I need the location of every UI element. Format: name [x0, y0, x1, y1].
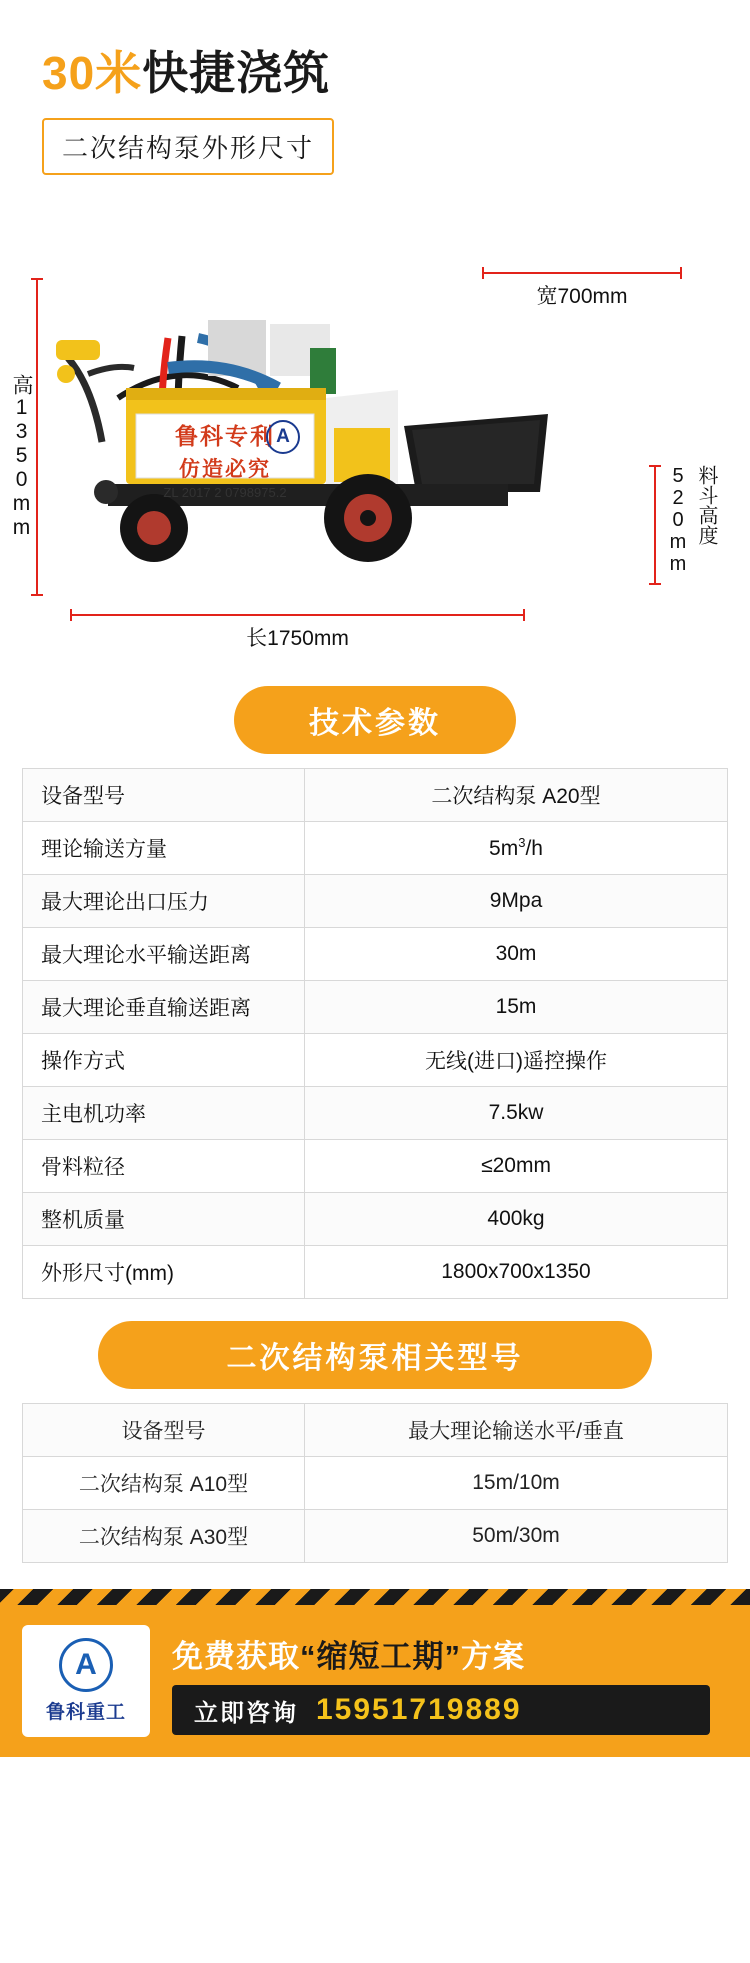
table-row — [23, 1246, 728, 1299]
table-row — [23, 1140, 728, 1193]
spec-value: $5m^3/h$ — [305, 822, 728, 875]
table-row — [23, 1510, 728, 1563]
model-value: 50m/30m — [305, 1510, 728, 1563]
machine-front-view-image — [460, 0, 720, 10]
spec-key: 最大理论水平输送距离 — [23, 928, 305, 981]
table-row — [23, 1034, 728, 1087]
length-dimension-line — [70, 614, 525, 616]
width-dimension-line — [482, 272, 682, 274]
models-header-value: 最大理论输送水平/垂直 — [305, 1404, 728, 1457]
spec-value: 9Mpa — [305, 875, 728, 928]
hopper-height-dimension-line — [654, 465, 656, 585]
hopper-height-dimension — [644, 465, 717, 585]
width-dimension-label: 宽700mm — [536, 285, 628, 308]
page-title-highlight: 30米 — [42, 47, 143, 99]
machine-photo-section — [0, 260, 750, 660]
spec-value: 二次结构泵 A20型 — [305, 769, 728, 822]
table-row — [23, 1087, 728, 1140]
spec-key: 最大理论垂直输送距离 — [23, 981, 305, 1034]
footer-headline-suffix: 方案 — [461, 1639, 525, 1674]
model-value: 15m/10m — [305, 1457, 728, 1510]
models-header-model: 设备型号 — [23, 1404, 305, 1457]
contact-cta-bar[interactable] — [172, 1685, 710, 1735]
spec-value: 15m — [305, 981, 728, 1034]
footer-headline-emphasis: “缩短工期” — [300, 1639, 461, 1674]
footer-headline — [172, 1631, 732, 1676]
spec-key: 理论输送方量 — [23, 822, 305, 875]
footer-cta-banner — [0, 1589, 750, 1757]
machine-side-view-image — [48, 278, 568, 608]
decal-logo-icon: A — [266, 420, 300, 454]
page-subtitle: 二次结构泵外形尺寸 — [42, 118, 334, 175]
spec-key: 设备型号 — [23, 769, 305, 822]
table-row — [23, 1457, 728, 1510]
decal-patent-number: ZL 2017 2 0798975.2 — [163, 485, 287, 500]
model-name: 二次结构泵 A10型 — [23, 1457, 305, 1510]
height-dimension-line — [36, 278, 38, 596]
decal-line-1: 鲁科专利 — [175, 423, 275, 449]
page-title-rest: 快捷浇筑 — [142, 47, 331, 99]
length-dimension-label: 长1750mm — [246, 627, 349, 650]
spec-value: 7.5kw — [305, 1087, 728, 1140]
spec-key: 最大理论出口压力 — [23, 875, 305, 928]
models-table — [22, 1403, 728, 1563]
spec-value: 400kg — [305, 1193, 728, 1246]
spec-key: 操作方式 — [23, 1034, 305, 1087]
spec-value: 30m — [305, 928, 728, 981]
hopper-height-label: 料斗高度 — [695, 465, 717, 545]
spec-key: 外形尺寸(mm) — [23, 1246, 305, 1299]
page-title — [42, 47, 750, 99]
spec-key: 整机质量 — [23, 1193, 305, 1246]
height-dimension-label: 高1350mm — [10, 374, 34, 540]
hazard-stripe-decoration — [0, 1589, 750, 1605]
decal-line-2: 仿造必究 — [179, 458, 271, 481]
table-row — [23, 981, 728, 1034]
table-row — [23, 769, 728, 822]
spec-section-banner: 技术参数 — [234, 686, 516, 754]
company-logo — [22, 1625, 150, 1737]
table-row — [23, 875, 728, 928]
hopper-height-value: 520mm — [667, 465, 689, 575]
spec-value: 无线(进口)遥控操作 — [305, 1034, 728, 1087]
company-logo-text: 鲁科重工 — [45, 1702, 126, 1723]
table-row — [23, 1193, 728, 1246]
consult-button-label[interactable]: 立即咨询 — [194, 1699, 298, 1727]
spec-value: 1800x700x1350 — [305, 1246, 728, 1299]
table-header-row — [23, 1404, 728, 1457]
length-dimension — [70, 614, 525, 652]
model-name: 二次结构泵 A30型 — [23, 1510, 305, 1563]
spec-key: 主电机功率 — [23, 1087, 305, 1140]
page-header — [0, 0, 750, 260]
spec-table — [22, 768, 728, 1299]
spec-key: 骨料粒径 — [23, 1140, 305, 1193]
company-logo-icon: A — [59, 1638, 113, 1692]
table-row — [23, 822, 728, 875]
phone-number[interactable]: 15951719889 — [316, 1693, 522, 1726]
footer-headline-prefix: 免费获取 — [172, 1639, 300, 1674]
spec-value: ≤20mm — [305, 1140, 728, 1193]
table-row — [23, 928, 728, 981]
models-section-banner: 二次结构泵相关型号 — [98, 1321, 652, 1389]
